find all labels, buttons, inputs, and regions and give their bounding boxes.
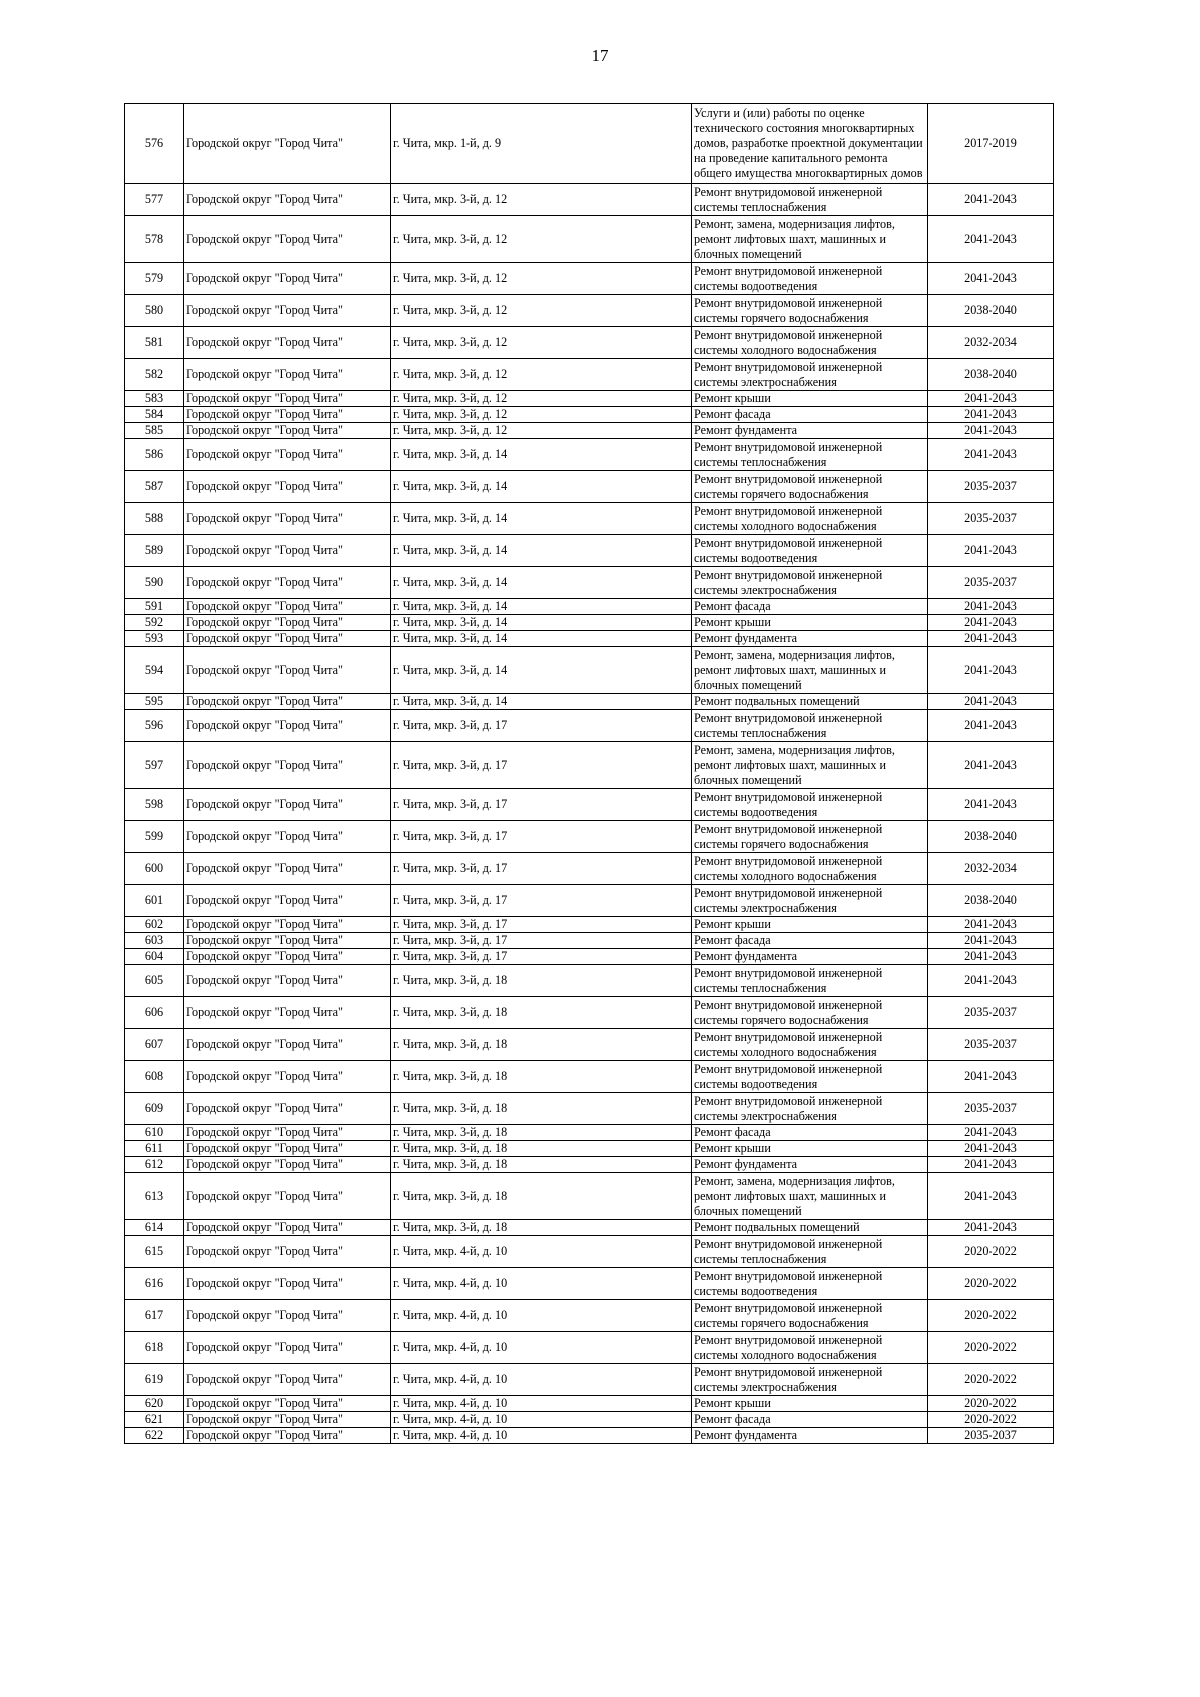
work-type-cell: Ремонт внутридомовой инженерной системы водоотведения [692, 1061, 928, 1093]
table-row [125, 1220, 1054, 1236]
municipality-cell: Городской округ "Город Чита" [184, 503, 391, 535]
address-cell: г. Чита, мкр. 3-й, д. 17 [391, 742, 692, 789]
table-row [125, 615, 1054, 631]
municipality-cell: Городской округ "Город Чита" [184, 1173, 391, 1220]
work-type-cell: Ремонт внутридомовой инженерной системы холодного водоснабжения [692, 853, 928, 885]
table-row [125, 1173, 1054, 1220]
work-type-cell: Ремонт крыши [692, 391, 928, 407]
address-cell: г. Чита, мкр. 3-й, д. 12 [391, 407, 692, 423]
table-row [125, 1125, 1054, 1141]
period-cell: 2035-2037 [928, 567, 1054, 599]
address-cell: г. Чита, мкр. 3-й, д. 14 [391, 535, 692, 567]
municipality-cell: Городской округ "Город Чита" [184, 295, 391, 327]
row-number: 586 [125, 439, 184, 471]
period-cell: 2041-2043 [928, 263, 1054, 295]
row-number: 594 [125, 647, 184, 694]
table-row [125, 742, 1054, 789]
row-number: 596 [125, 710, 184, 742]
municipality-cell: Городской округ "Город Чита" [184, 1220, 391, 1236]
period-cell: 2041-2043 [928, 439, 1054, 471]
address-cell: г. Чита, мкр. 3-й, д. 18 [391, 1173, 692, 1220]
period-cell: 2035-2037 [928, 1029, 1054, 1061]
row-number: 620 [125, 1396, 184, 1412]
municipality-cell: Городской округ "Город Чита" [184, 1125, 391, 1141]
address-cell: г. Чита, мкр. 3-й, д. 17 [391, 933, 692, 949]
address-cell: г. Чита, мкр. 3-й, д. 18 [391, 965, 692, 997]
period-cell: 2041-2043 [928, 694, 1054, 710]
period-cell: 2041-2043 [928, 216, 1054, 263]
row-number: 605 [125, 965, 184, 997]
row-number: 612 [125, 1157, 184, 1173]
row-number: 577 [125, 184, 184, 216]
address-cell: г. Чита, мкр. 4-й, д. 10 [391, 1412, 692, 1428]
table-row [125, 599, 1054, 615]
address-cell: г. Чита, мкр. 3-й, д. 12 [391, 263, 692, 295]
row-number: 614 [125, 1220, 184, 1236]
period-cell: 2041-2043 [928, 965, 1054, 997]
period-cell: 2035-2037 [928, 997, 1054, 1029]
address-cell: г. Чита, мкр. 3-й, д. 14 [391, 694, 692, 710]
work-type-cell: Ремонт внутридомовой инженерной системы электроснабжения [692, 1093, 928, 1125]
work-type-cell: Ремонт внутридомовой инженерной системы горячего водоснабжения [692, 1300, 928, 1332]
municipality-cell: Городской округ "Город Чита" [184, 997, 391, 1029]
row-number: 617 [125, 1300, 184, 1332]
row-number: 592 [125, 615, 184, 631]
table-row [125, 327, 1054, 359]
municipality-cell: Городской округ "Город Чита" [184, 184, 391, 216]
municipality-cell: Городской округ "Город Чита" [184, 694, 391, 710]
address-cell: г. Чита, мкр. 4-й, д. 10 [391, 1300, 692, 1332]
table-row [125, 567, 1054, 599]
period-cell: 2017-2019 [928, 104, 1054, 184]
table-row [125, 694, 1054, 710]
row-number: 598 [125, 789, 184, 821]
row-number: 576 [125, 104, 184, 184]
row-number: 593 [125, 631, 184, 647]
row-number: 583 [125, 391, 184, 407]
period-cell: 2020-2022 [928, 1268, 1054, 1300]
period-cell: 2038-2040 [928, 885, 1054, 917]
row-number: 588 [125, 503, 184, 535]
work-type-cell: Ремонт подвальных помещений [692, 694, 928, 710]
period-cell: 2041-2043 [928, 742, 1054, 789]
municipality-cell: Городской округ "Город Чита" [184, 949, 391, 965]
municipality-cell: Городской округ "Город Чита" [184, 439, 391, 471]
municipality-cell: Городской округ "Город Чита" [184, 1300, 391, 1332]
row-number: 622 [125, 1428, 184, 1444]
table-row [125, 1093, 1054, 1125]
table-row [125, 789, 1054, 821]
table-row [125, 631, 1054, 647]
period-cell: 2020-2022 [928, 1412, 1054, 1428]
work-type-cell: Услуги и (или) работы по оценке технического состояния многоквартирных домов, разработке проектной документации на проведение капитального ремонта общего имущества многоквартирных домов [692, 104, 928, 184]
period-cell: 2041-2043 [928, 535, 1054, 567]
period-cell: 2041-2043 [928, 407, 1054, 423]
municipality-cell: Городской округ "Город Чита" [184, 965, 391, 997]
period-cell: 2038-2040 [928, 295, 1054, 327]
work-type-cell: Ремонт внутридомовой инженерной системы электроснабжения [692, 359, 928, 391]
row-number: 621 [125, 1412, 184, 1428]
period-cell: 2041-2043 [928, 391, 1054, 407]
municipality-cell: Городской округ "Город Чита" [184, 535, 391, 567]
work-type-cell: Ремонт фасада [692, 599, 928, 615]
municipality-cell: Городской округ "Город Чита" [184, 1061, 391, 1093]
municipality-cell: Городской округ "Город Чита" [184, 1268, 391, 1300]
work-type-cell: Ремонт внутридомовой инженерной системы теплоснабжения [692, 965, 928, 997]
municipality-cell: Городской округ "Город Чита" [184, 1412, 391, 1428]
address-cell: г. Чита, мкр. 4-й, д. 10 [391, 1428, 692, 1444]
table-row [125, 710, 1054, 742]
row-number: 618 [125, 1332, 184, 1364]
row-number: 615 [125, 1236, 184, 1268]
period-cell: 2041-2043 [928, 615, 1054, 631]
address-cell: г. Чита, мкр. 3-й, д. 14 [391, 567, 692, 599]
table-row [125, 104, 1054, 184]
period-cell: 2032-2034 [928, 327, 1054, 359]
work-type-cell: Ремонт крыши [692, 917, 928, 933]
work-type-cell: Ремонт крыши [692, 1141, 928, 1157]
row-number: 619 [125, 1364, 184, 1396]
table-row [125, 263, 1054, 295]
period-cell: 2041-2043 [928, 1141, 1054, 1157]
municipality-cell: Городской округ "Город Чита" [184, 647, 391, 694]
row-number: 603 [125, 933, 184, 949]
work-type-cell: Ремонт внутридомовой инженерной системы теплоснабжения [692, 184, 928, 216]
row-number: 607 [125, 1029, 184, 1061]
work-type-cell: Ремонт внутридомовой инженерной системы теплоснабжения [692, 439, 928, 471]
municipality-cell: Городской округ "Город Чита" [184, 1236, 391, 1268]
period-cell: 2041-2043 [928, 599, 1054, 615]
period-cell: 2041-2043 [928, 1173, 1054, 1220]
address-cell: г. Чита, мкр. 3-й, д. 18 [391, 1157, 692, 1173]
table-row [125, 1332, 1054, 1364]
work-type-cell: Ремонт внутридомовой инженерной системы электроснабжения [692, 1364, 928, 1396]
address-cell: г. Чита, мкр. 3-й, д. 17 [391, 821, 692, 853]
address-cell: г. Чита, мкр. 3-й, д. 14 [391, 615, 692, 631]
address-cell: г. Чита, мкр. 3-й, д. 17 [391, 885, 692, 917]
address-cell: г. Чита, мкр. 3-й, д. 14 [391, 631, 692, 647]
municipality-cell: Городской округ "Город Чита" [184, 789, 391, 821]
address-cell: г. Чита, мкр. 3-й, д. 17 [391, 853, 692, 885]
municipality-cell: Городской округ "Город Чита" [184, 631, 391, 647]
work-type-cell: Ремонт, замена, модернизация лифтов, ремонт лифтовых шахт, машинных и блочных помещений [692, 742, 928, 789]
period-cell: 2041-2043 [928, 789, 1054, 821]
period-cell: 2041-2043 [928, 423, 1054, 439]
address-cell: г. Чита, мкр. 3-й, д. 12 [391, 295, 692, 327]
address-cell: г. Чита, мкр. 1-й, д. 9 [391, 104, 692, 184]
municipality-cell: Городской округ "Город Чита" [184, 327, 391, 359]
municipality-cell: Городской округ "Город Чита" [184, 1332, 391, 1364]
work-type-cell: Ремонт внутридомовой инженерной системы водоотведения [692, 263, 928, 295]
row-number: 580 [125, 295, 184, 327]
municipality-cell: Городской округ "Город Чита" [184, 407, 391, 423]
period-cell: 2041-2043 [928, 1125, 1054, 1141]
address-cell: г. Чита, мкр. 3-й, д. 12 [391, 216, 692, 263]
row-number: 616 [125, 1268, 184, 1300]
work-type-cell: Ремонт внутридомовой инженерной системы горячего водоснабжения [692, 997, 928, 1029]
work-type-cell: Ремонт внутридомовой инженерной системы горячего водоснабжения [692, 295, 928, 327]
table-row [125, 1396, 1054, 1412]
address-cell: г. Чита, мкр. 3-й, д. 18 [391, 997, 692, 1029]
period-cell: 2035-2037 [928, 471, 1054, 503]
table-body [125, 104, 1054, 1444]
row-number: 582 [125, 359, 184, 391]
municipality-cell: Городской округ "Город Чита" [184, 742, 391, 789]
address-cell: г. Чита, мкр. 4-й, д. 10 [391, 1364, 692, 1396]
work-type-cell: Ремонт фундамента [692, 949, 928, 965]
address-cell: г. Чита, мкр. 3-й, д. 18 [391, 1125, 692, 1141]
table-row [125, 997, 1054, 1029]
period-cell: 2041-2043 [928, 647, 1054, 694]
period-cell: 2035-2037 [928, 503, 1054, 535]
address-cell: г. Чита, мкр. 3-й, д. 17 [391, 917, 692, 933]
address-cell: г. Чита, мкр. 3-й, д. 14 [391, 647, 692, 694]
period-cell: 2041-2043 [928, 1061, 1054, 1093]
work-type-cell: Ремонт внутридомовой инженерной системы водоотведения [692, 535, 928, 567]
address-cell: г. Чита, мкр. 4-й, д. 10 [391, 1268, 692, 1300]
municipality-cell: Городской округ "Город Чита" [184, 1157, 391, 1173]
table-row [125, 885, 1054, 917]
address-cell: г. Чита, мкр. 3-й, д. 18 [391, 1093, 692, 1125]
table-row [125, 1029, 1054, 1061]
work-type-cell: Ремонт внутридомовой инженерной системы горячего водоснабжения [692, 821, 928, 853]
table-row [125, 1300, 1054, 1332]
address-cell: г. Чита, мкр. 3-й, д. 12 [391, 391, 692, 407]
work-type-cell: Ремонт фундамента [692, 423, 928, 439]
municipality-cell: Городской округ "Город Чита" [184, 1396, 391, 1412]
address-cell: г. Чита, мкр. 3-й, д. 17 [391, 789, 692, 821]
row-number: 599 [125, 821, 184, 853]
municipality-cell: Городской округ "Город Чита" [184, 1029, 391, 1061]
table-row [125, 965, 1054, 997]
row-number: 611 [125, 1141, 184, 1157]
work-type-cell: Ремонт, замена, модернизация лифтов, ремонт лифтовых шахт, машинных и блочных помещений [692, 1173, 928, 1220]
table-row [125, 535, 1054, 567]
row-number: 591 [125, 599, 184, 615]
address-cell: г. Чита, мкр. 3-й, д. 12 [391, 359, 692, 391]
table-row [125, 471, 1054, 503]
municipality-cell: Городской округ "Город Чита" [184, 391, 391, 407]
table-row [125, 503, 1054, 535]
period-cell: 2035-2037 [928, 1428, 1054, 1444]
period-cell: 2020-2022 [928, 1332, 1054, 1364]
address-cell: г. Чита, мкр. 3-й, д. 18 [391, 1141, 692, 1157]
municipality-cell: Городской округ "Город Чита" [184, 1141, 391, 1157]
period-cell: 2041-2043 [928, 1220, 1054, 1236]
address-cell: г. Чита, мкр. 3-й, д. 14 [391, 439, 692, 471]
address-cell: г. Чита, мкр. 3-й, д. 18 [391, 1029, 692, 1061]
address-cell: г. Чита, мкр. 3-й, д. 18 [391, 1220, 692, 1236]
row-number: 606 [125, 997, 184, 1029]
row-number: 601 [125, 885, 184, 917]
table-row [125, 295, 1054, 327]
row-number: 590 [125, 567, 184, 599]
period-cell: 2038-2040 [928, 359, 1054, 391]
address-cell: г. Чита, мкр. 3-й, д. 17 [391, 710, 692, 742]
work-type-cell: Ремонт фасада [692, 1412, 928, 1428]
work-type-cell: Ремонт фасада [692, 933, 928, 949]
row-number: 597 [125, 742, 184, 789]
row-number: 581 [125, 327, 184, 359]
table-row [125, 821, 1054, 853]
table-row [125, 1141, 1054, 1157]
row-number: 609 [125, 1093, 184, 1125]
municipality-cell: Городской округ "Город Чита" [184, 1093, 391, 1125]
municipality-cell: Городской округ "Город Чита" [184, 1428, 391, 1444]
work-type-cell: Ремонт фундамента [692, 1428, 928, 1444]
table-row [125, 1428, 1054, 1444]
table-row [125, 853, 1054, 885]
work-type-cell: Ремонт крыши [692, 1396, 928, 1412]
row-number: 585 [125, 423, 184, 439]
municipality-cell: Городской округ "Город Чита" [184, 853, 391, 885]
municipality-cell: Городской округ "Город Чита" [184, 599, 391, 615]
address-cell: г. Чита, мкр. 4-й, д. 10 [391, 1396, 692, 1412]
municipality-cell: Городской округ "Город Чита" [184, 885, 391, 917]
table-row [125, 1412, 1054, 1428]
municipality-cell: Городской округ "Город Чита" [184, 359, 391, 391]
municipality-cell: Городской округ "Город Чита" [184, 1364, 391, 1396]
table-row [125, 216, 1054, 263]
work-type-cell: Ремонт внутридомовой инженерной системы водоотведения [692, 789, 928, 821]
address-cell: г. Чита, мкр. 3-й, д. 18 [391, 1061, 692, 1093]
period-cell: 2041-2043 [928, 631, 1054, 647]
work-type-cell: Ремонт внутридомовой инженерной системы водоотведения [692, 1268, 928, 1300]
repair-schedule-table [124, 103, 1054, 1444]
address-cell: г. Чита, мкр. 3-й, д. 12 [391, 327, 692, 359]
work-type-cell: Ремонт внутридомовой инженерной системы холодного водоснабжения [692, 1332, 928, 1364]
work-type-cell: Ремонт внутридомовой инженерной системы теплоснабжения [692, 1236, 928, 1268]
period-cell: 2035-2037 [928, 1093, 1054, 1125]
work-type-cell: Ремонт подвальных помещений [692, 1220, 928, 1236]
row-number: 584 [125, 407, 184, 423]
table-row [125, 1157, 1054, 1173]
table-row [125, 1364, 1054, 1396]
row-number: 602 [125, 917, 184, 933]
work-type-cell: Ремонт внутридомовой инженерной системы холодного водоснабжения [692, 503, 928, 535]
municipality-cell: Городской округ "Город Чита" [184, 263, 391, 295]
table-row [125, 391, 1054, 407]
row-number: 608 [125, 1061, 184, 1093]
municipality-cell: Городской округ "Город Чита" [184, 615, 391, 631]
work-type-cell: Ремонт фундамента [692, 1157, 928, 1173]
period-cell: 2032-2034 [928, 853, 1054, 885]
table-row [125, 1061, 1054, 1093]
table-row [125, 407, 1054, 423]
page-number: 17 [591, 46, 609, 65]
work-type-cell: Ремонт фасада [692, 407, 928, 423]
address-cell: г. Чита, мкр. 3-й, д. 17 [391, 949, 692, 965]
work-type-cell: Ремонт внутридомовой инженерной системы теплоснабжения [692, 710, 928, 742]
table-row [125, 949, 1054, 965]
work-type-cell: Ремонт внутридомовой инженерной системы холодного водоснабжения [692, 327, 928, 359]
period-cell: 2020-2022 [928, 1364, 1054, 1396]
table-row [125, 917, 1054, 933]
row-number: 600 [125, 853, 184, 885]
table-row [125, 423, 1054, 439]
row-number: 578 [125, 216, 184, 263]
municipality-cell: Городской округ "Город Чита" [184, 104, 391, 184]
row-number: 587 [125, 471, 184, 503]
municipality-cell: Городской округ "Город Чита" [184, 933, 391, 949]
municipality-cell: Городской округ "Город Чита" [184, 567, 391, 599]
period-cell: 2038-2040 [928, 821, 1054, 853]
work-type-cell: Ремонт крыши [692, 615, 928, 631]
period-cell: 2041-2043 [928, 933, 1054, 949]
table-row [125, 933, 1054, 949]
municipality-cell: Городской округ "Город Чита" [184, 471, 391, 503]
period-cell: 2041-2043 [928, 710, 1054, 742]
table-row [125, 184, 1054, 216]
row-number: 589 [125, 535, 184, 567]
address-cell: г. Чита, мкр. 4-й, д. 10 [391, 1236, 692, 1268]
row-number: 613 [125, 1173, 184, 1220]
table-row [125, 439, 1054, 471]
table-row [125, 647, 1054, 694]
period-cell: 2020-2022 [928, 1300, 1054, 1332]
work-type-cell: Ремонт внутридомовой инженерной системы холодного водоснабжения [692, 1029, 928, 1061]
municipality-cell: Городской округ "Город Чита" [184, 216, 391, 263]
period-cell: 2041-2043 [928, 949, 1054, 965]
address-cell: г. Чита, мкр. 3-й, д. 14 [391, 599, 692, 615]
period-cell: 2041-2043 [928, 184, 1054, 216]
period-cell: 2020-2022 [928, 1396, 1054, 1412]
work-type-cell: Ремонт, замена, модернизация лифтов, ремонт лифтовых шахт, машинных и блочных помещений [692, 216, 928, 263]
work-type-cell: Ремонт внутридомовой инженерной системы горячего водоснабжения [692, 471, 928, 503]
municipality-cell: Городской округ "Город Чита" [184, 423, 391, 439]
period-cell: 2041-2043 [928, 1157, 1054, 1173]
work-type-cell: Ремонт фундамента [692, 631, 928, 647]
address-cell: г. Чита, мкр. 3-й, д. 14 [391, 503, 692, 535]
address-cell: г. Чита, мкр. 3-й, д. 12 [391, 184, 692, 216]
municipality-cell: Городской округ "Город Чита" [184, 917, 391, 933]
row-number: 610 [125, 1125, 184, 1141]
period-cell: 2041-2043 [928, 917, 1054, 933]
period-cell: 2020-2022 [928, 1236, 1054, 1268]
row-number: 595 [125, 694, 184, 710]
row-number: 579 [125, 263, 184, 295]
municipality-cell: Городской округ "Город Чита" [184, 821, 391, 853]
table-row [125, 1268, 1054, 1300]
work-type-cell: Ремонт внутридомовой инженерной системы электроснабжения [692, 885, 928, 917]
table-row [125, 359, 1054, 391]
work-type-cell: Ремонт фасада [692, 1125, 928, 1141]
address-cell: г. Чита, мкр. 3-й, д. 14 [391, 471, 692, 503]
address-cell: г. Чита, мкр. 3-й, д. 12 [391, 423, 692, 439]
municipality-cell: Городской округ "Город Чита" [184, 710, 391, 742]
work-type-cell: Ремонт, замена, модернизация лифтов, ремонт лифтовых шахт, машинных и блочных помещений [692, 647, 928, 694]
work-type-cell: Ремонт внутридомовой инженерной системы электроснабжения [692, 567, 928, 599]
table-row [125, 1236, 1054, 1268]
address-cell: г. Чита, мкр. 4-й, д. 10 [391, 1332, 692, 1364]
row-number: 604 [125, 949, 184, 965]
